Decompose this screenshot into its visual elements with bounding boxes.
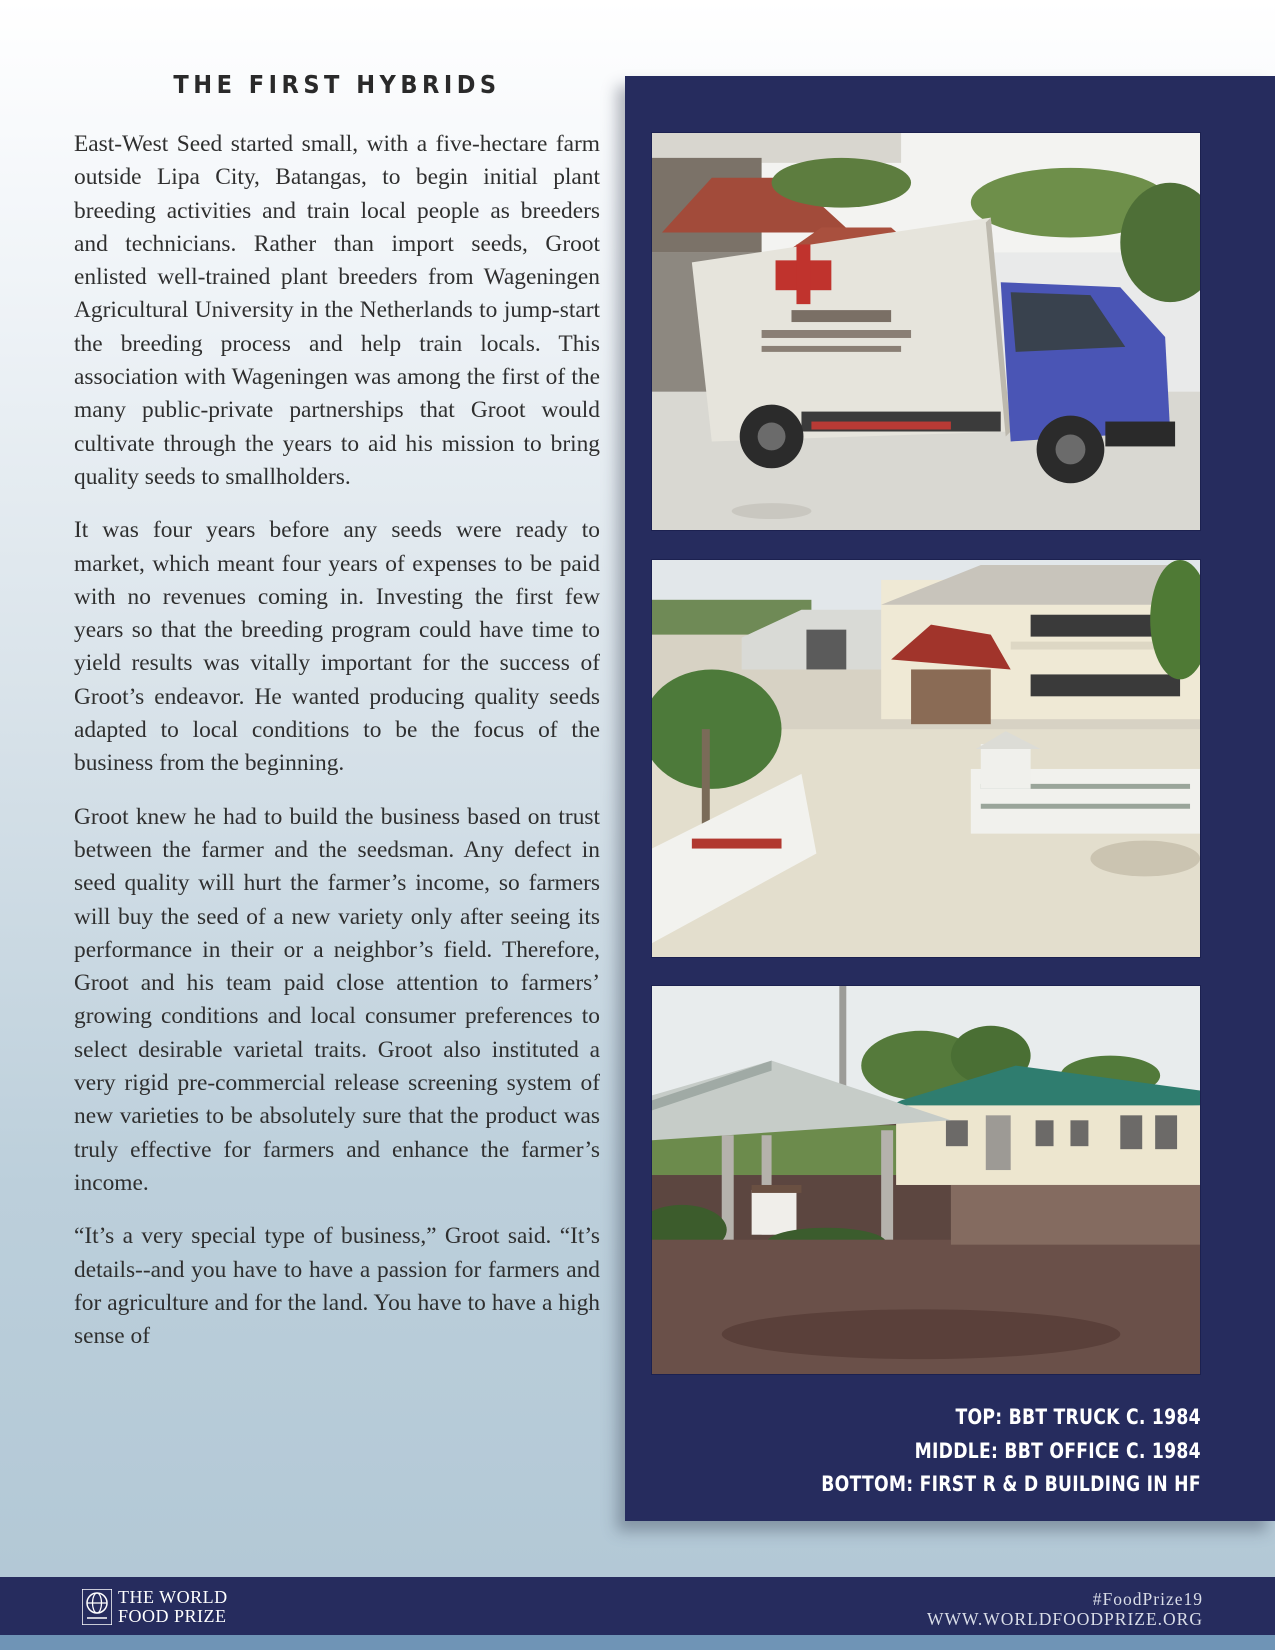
paragraph-1: East-West Seed started small, with a five-hectare farm outside Lipa City, Batangas, to begin initial plant breeding activities and train local people as breeders and technicians. Rather than import seeds, Groot enlisted well-trained plant breeders from Wageningen Agricultural University in the Netherlands to jump-start the breeding process and help train locals. This association with Wageningen was among the first of the many public-private partnerships that Groot would cultivate through the years to aid his mission to bring quality seeds to smallholders. bbox=[74, 131, 600, 490]
globe-icon bbox=[82, 1589, 112, 1625]
hashtag: #FoodPrize19 bbox=[1092, 1589, 1203, 1609]
article-body bbox=[74, 128, 600, 1523]
section-heading: THE FIRST HYBRIDS bbox=[173, 70, 501, 99]
truck-photo bbox=[651, 132, 1201, 531]
logo-line-2: FOOD PRIZE bbox=[118, 1606, 227, 1626]
logo-line-1: THE WORLD bbox=[118, 1587, 228, 1607]
page-footer bbox=[0, 1577, 1275, 1635]
footer-strip bbox=[0, 1635, 1275, 1650]
paragraph-2: It was four years before any seeds were ready to market, which meant four years of expenses to be paid with no revenues coming in. Investing the first few years so that the breeding program could have time to yield results was vitally important for the success of Groot’s endeavor. He wanted producing quality seeds adapted to local conditions to be the focus of the business from the beginning. bbox=[74, 517, 600, 777]
paragraph-3: Groot knew he had to build the business based on trust between the farmer and the seedsman. Any defect in seed quality will hurt the farmer’s income, so farmers will buy the seed of a new variety only after seeing its performance in their or a neighbor’s field. Therefore, Groot and his team paid close attention to farmers’ growing conditions and local consumer preferences to select desirable varietal traits. Groot also instituted a very rigid pre-commercial release screening system of new varieties to be absolutely sure that the product was truly effective for farmers and enhance the farmer’s income. bbox=[74, 803, 600, 1196]
caption-bottom: BOTTOM: FIRST R & D BUILDING IN HF bbox=[821, 1472, 1201, 1496]
website-link[interactable]: WWW.WORLDFOODPRIZE.ORG bbox=[926, 1609, 1203, 1629]
photo-captions bbox=[821, 1401, 1201, 1502]
rd-building-photo bbox=[651, 985, 1201, 1375]
footer-right bbox=[927, 1589, 1203, 1629]
office-photo bbox=[651, 559, 1201, 958]
caption-top: TOP: BBT TRUCK C. 1984 bbox=[955, 1405, 1201, 1429]
world-food-prize-logo bbox=[82, 1588, 228, 1626]
caption-middle: MIDDLE: BBT OFFICE C. 1984 bbox=[914, 1438, 1201, 1463]
photo-panel bbox=[625, 76, 1275, 1521]
paragraph-4: “It’s a very special type of business,” Groot said. “It’s details--and you have to have a passion for farmers and for agriculture and for the land. You have to have a high sense of bbox=[74, 1223, 600, 1350]
